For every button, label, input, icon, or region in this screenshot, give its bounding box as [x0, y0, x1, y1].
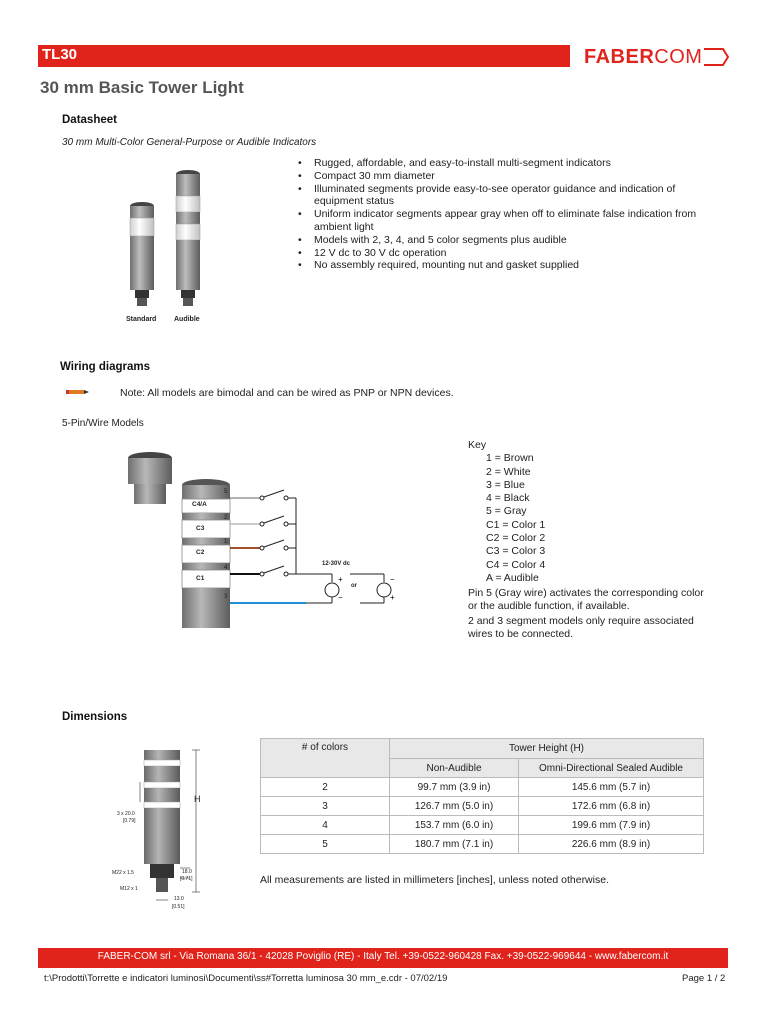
wiring-heading: Wiring diagrams [60, 361, 150, 373]
wire-number: 3 [224, 594, 228, 600]
col-colors-header: # of colors [261, 739, 390, 778]
wiring-note: Note: All models are bimodal and can be wired as PNP or NPN devices. [120, 387, 454, 399]
dim-seg-label: 3 x 20.0 [117, 811, 135, 817]
feature-item: • Compact 30 mm diameter [296, 170, 716, 183]
table-row [261, 778, 704, 797]
col-height-header: Tower Height (H) [390, 739, 704, 759]
brand-mark-icon [703, 48, 729, 71]
dimensions-note: All measurements are listed in millimeters [inches], unless noted otherwise. [260, 874, 609, 886]
feature-item: • Uniform indicator segments appear gray when off to eliminate false indication from ambient light [296, 208, 704, 234]
supply-label: 12-30V dc [322, 561, 351, 567]
key-item: 2 = White [486, 465, 531, 478]
dim-m12-label: M12 x 1 [120, 886, 138, 892]
dimensions-heading: Dimensions [62, 711, 128, 723]
feature-item: • No assembly required, mounting nut and gasket supplied [296, 259, 716, 272]
dim-d18-label: 18.0 [182, 869, 192, 875]
brand-part-b: COM [654, 46, 703, 68]
dimension-drawing [110, 748, 220, 918]
key-item: C3 = Color 3 [486, 545, 546, 558]
segment-label: C1 [196, 575, 205, 582]
page-title: 30 mm Basic Tower Light [40, 78, 244, 97]
key-item: C4 = Color 4 [486, 558, 546, 571]
product-code: TL30 [42, 46, 78, 63]
page-number: Page 1 / 2 [682, 973, 726, 984]
key-item: C2 = Color 2 [486, 532, 546, 545]
wire-number: 5 [224, 489, 228, 495]
cell-colors: 5 [261, 835, 390, 854]
pin5-note: Pin 5 (Gray wire) activates the corresponding color or the audible function, if available. [468, 587, 704, 612]
wire-number: 2 [224, 515, 228, 521]
dim-m22-label: M22 x 1.5 [112, 870, 134, 876]
svg-text:−: − [338, 593, 343, 602]
footer-company: FABER-COM srl - Via Romana 36/1 - 42028 Poviglio (RE) - Italy Tel. +39-0522-960428 Fax. +39-0522-969644 - www.fabercom.it [97, 951, 669, 962]
key-item: 4 = Black [486, 492, 530, 505]
segment-label: C4/A [192, 501, 207, 508]
file-path: t:\Prodotti\Torrette e indicatori luminosi\Documenti\ss#Torretta luminosa 30 mm_e.cdr - 07/02/19 [44, 973, 448, 984]
wire-key [468, 439, 545, 585]
svg-text:+: + [390, 593, 395, 602]
wire-number: 1 [224, 539, 228, 545]
cell-audible: 226.6 mm (8.9 in) [519, 835, 704, 854]
cell-audible: 172.6 mm (6.8 in) [519, 797, 704, 816]
cell-non-audible: 153.7 mm (6.0 in) [390, 816, 519, 835]
dimensions-table [260, 738, 704, 854]
table-row [261, 835, 704, 854]
cell-colors: 3 [261, 797, 390, 816]
dim-d13-label: 13.0 [174, 896, 184, 902]
key-title: Key [468, 439, 487, 451]
feature-item: • Models with 2, 3, 4, and 5 color segments plus audible [296, 234, 716, 247]
cell-non-audible: 180.7 mm (7.1 in) [390, 835, 519, 854]
feature-item: • 12 V dc to 30 V dc operation [296, 247, 716, 260]
cell-colors: 2 [261, 778, 390, 797]
dim-d13-in-label: [0.51] [172, 904, 185, 910]
key-item: 1 = Brown [486, 452, 534, 465]
pencil-icon [66, 384, 90, 402]
key-item: A = Audible [486, 571, 539, 584]
wiring-models: 5-Pin/Wire Models [62, 418, 144, 429]
cell-colors: 4 [261, 816, 390, 835]
col-non-audible-header: Non-Audible [390, 759, 519, 778]
feature-item: • Illuminated segments provide easy-to-see operator guidance and indication of equipment status [296, 183, 704, 209]
brand-part-a: FABER [584, 46, 655, 68]
key-item: C1 = Color 1 [486, 518, 546, 531]
feature-item: • Rugged, affordable, and easy-to-install multi-segment indicators [296, 157, 716, 170]
datasheet-heading: Datasheet [62, 114, 117, 126]
brand-logo [584, 46, 702, 69]
dim-h-label: H [194, 794, 201, 804]
label-standard: Standard [126, 316, 157, 323]
wire-number: 4 [224, 565, 228, 571]
svg-text:+: + [338, 575, 343, 584]
cell-non-audible: 126.7 mm (5.0 in) [390, 797, 519, 816]
cell-audible: 199.6 mm (7.9 in) [519, 816, 704, 835]
col-audible-header: Omni-Directional Sealed Audible [519, 759, 704, 778]
segment-label: C3 [196, 525, 205, 532]
svg-text:−: − [390, 575, 395, 584]
cell-non-audible: 99.7 mm (3.9 in) [390, 778, 519, 797]
key-item: 5 = Gray [486, 505, 527, 518]
or-label: or [351, 583, 357, 589]
segment-note: 2 and 3 segment models only require associated wires to be connected. [468, 615, 694, 640]
table-row [261, 797, 704, 816]
key-item: 3 = Blue [486, 478, 525, 491]
wiring-diagram [120, 448, 410, 633]
feature-list [296, 157, 716, 272]
cell-audible: 145.6 mm (5.7 in) [519, 778, 704, 797]
tower-light-photos [118, 168, 218, 323]
segment-label: C2 [196, 549, 205, 556]
dim-seg-in-label: [0.79] [123, 818, 136, 824]
label-audible: Audible [174, 316, 200, 323]
datasheet-subtitle: 30 mm Multi-Color General-Purpose or Audible Indicators [62, 137, 317, 148]
dim-d18-in-label: [0.71] [180, 876, 193, 882]
table-row [261, 816, 704, 835]
